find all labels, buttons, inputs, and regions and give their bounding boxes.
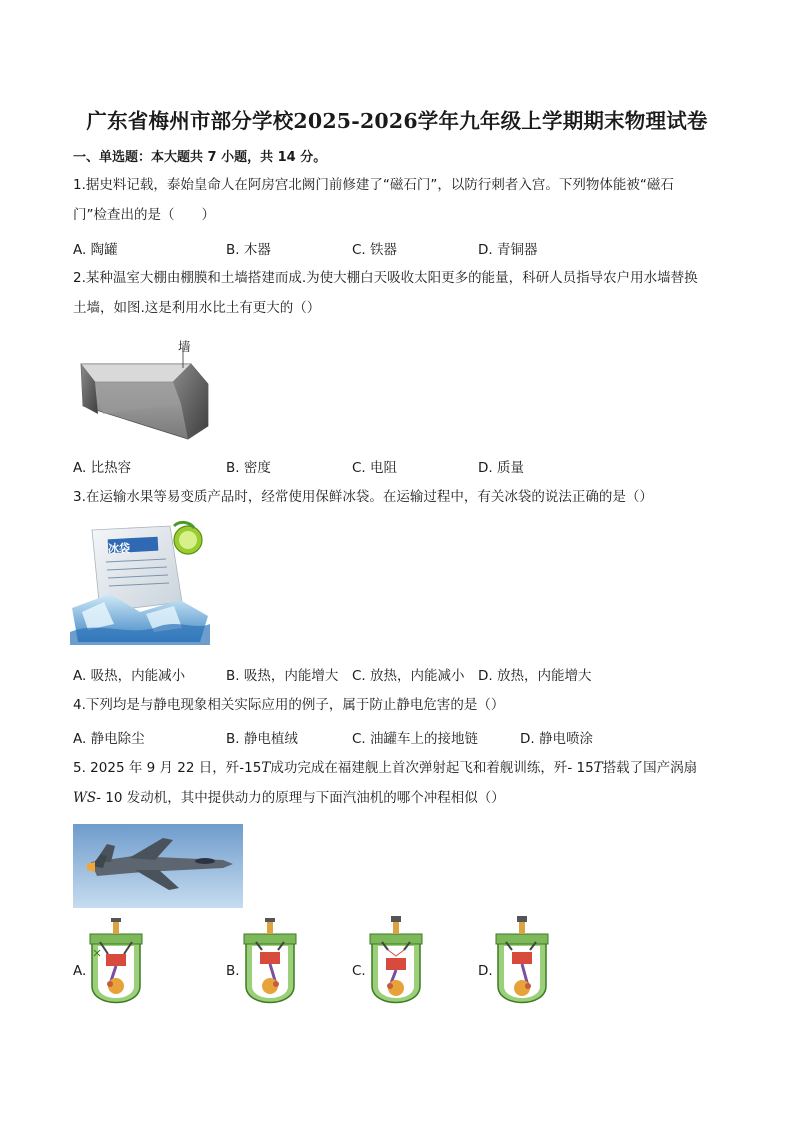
section-heading: 一、单选题：本大题共 7 小题，共 14 分。 — [73, 150, 327, 165]
engine-stroke-diagram-a — [86, 916, 146, 1020]
question-1-option-d: D. 青铜器 — [478, 242, 538, 258]
question-5-option-b: B. — [226, 963, 240, 979]
question-2-option-c: C. 电阻 — [352, 460, 398, 476]
question-5-text-part-a: 5. 2025 年 9 月 22 日，歼-15 — [73, 760, 262, 776]
question-4-option-c: C. 油罐车上的接地链 — [352, 731, 479, 747]
question-5-variable-t: T — [261, 760, 271, 776]
question-4-option-a: A. 静电除尘 — [73, 731, 145, 747]
question-1-line-2: 门”检查出的是（ ） — [73, 207, 215, 223]
question-5-line-2 — [73, 788, 505, 808]
question-5-option-d: D. — [478, 963, 493, 979]
question-2-line-1: 2.某种温室大棚由棚膜和土墙搭建而成.为使大棚白天吸收太阳更多的能量，科研人员指导农户用水墙替换 — [73, 270, 698, 286]
question-3-option-b: B. 吸热，内能增大 — [226, 668, 339, 684]
greenhouse-wall-figure — [73, 334, 213, 444]
question-3-option-a: A. 吸热，内能减小 — [73, 668, 186, 684]
question-3-line-1: 3.在运输水果等易变质产品时，经常使用保鲜冰袋。在运输过程中，有关冰袋的说法正确的是（） — [73, 489, 653, 505]
engine-c-svg — [366, 914, 426, 1020]
engine-stroke-diagram-c — [366, 914, 426, 1020]
question-5-option-a: A. — [73, 963, 87, 979]
wall-figure-label: 墙 — [178, 339, 191, 354]
question-5-text-part-b: 成功完成在福建舰上首次弹射起飞和着舰训练，歼- 15 — [270, 760, 594, 776]
fighter-jet-photo — [73, 824, 243, 908]
engine-a-svg — [86, 916, 146, 1020]
question-2-option-b: B. 密度 — [226, 460, 271, 476]
question-5-option-c: C. — [352, 963, 366, 979]
question-5-variable-ws: WS — [73, 790, 97, 806]
question-3-option-c: C. 放热，内能减小 — [352, 668, 465, 684]
question-5-text-part-c: 搭载了国产涡扇 — [602, 760, 698, 776]
question-5-text-part-d: - 10 发动机，其中提供动力的原理与下面汽油机的哪个冲程相似（） — [96, 790, 505, 806]
engine-d-svg — [492, 914, 552, 1020]
question-1-option-c: C. 铁器 — [352, 242, 398, 258]
question-5-line-1 — [73, 758, 697, 778]
ice-bag-label: 冰袋 — [108, 542, 130, 555]
question-2-line-2: 土墙，如图.这是利用水比土有更大的（） — [73, 300, 321, 316]
page-title: 广东省梅州市部分学校2025-2026学年九年级上学期期末物理试卷 — [86, 109, 708, 133]
question-1-line-1: 1.据史料记载，泰始皇命人在阿房宫北阙门前修建了“磁石门”，以防行刺者入宫。下列物体能被“磁石 — [73, 177, 674, 193]
question-1-option-a: A. 陶罐 — [73, 242, 118, 258]
question-4-option-b: B. 静电植绒 — [226, 731, 298, 747]
ice-bag-figure — [70, 520, 210, 645]
question-4-line-1: 4.下列均是与静电现象相关实际应用的例子，属于防止静电危害的是（） — [73, 697, 505, 713]
question-5-variable-t-2: T — [593, 760, 603, 776]
question-2-option-a: A. 比热容 — [73, 460, 132, 476]
question-4-option-d: D. 静电喷涂 — [520, 731, 593, 747]
question-1-option-b: B. 木器 — [226, 242, 271, 258]
engine-b-svg — [240, 916, 300, 1020]
question-2-option-d: D. 质量 — [478, 460, 524, 476]
engine-stroke-diagram-b — [240, 916, 300, 1020]
question-3-option-d: D. 放热，内能增大 — [478, 668, 592, 684]
engine-stroke-diagram-d — [492, 914, 552, 1020]
